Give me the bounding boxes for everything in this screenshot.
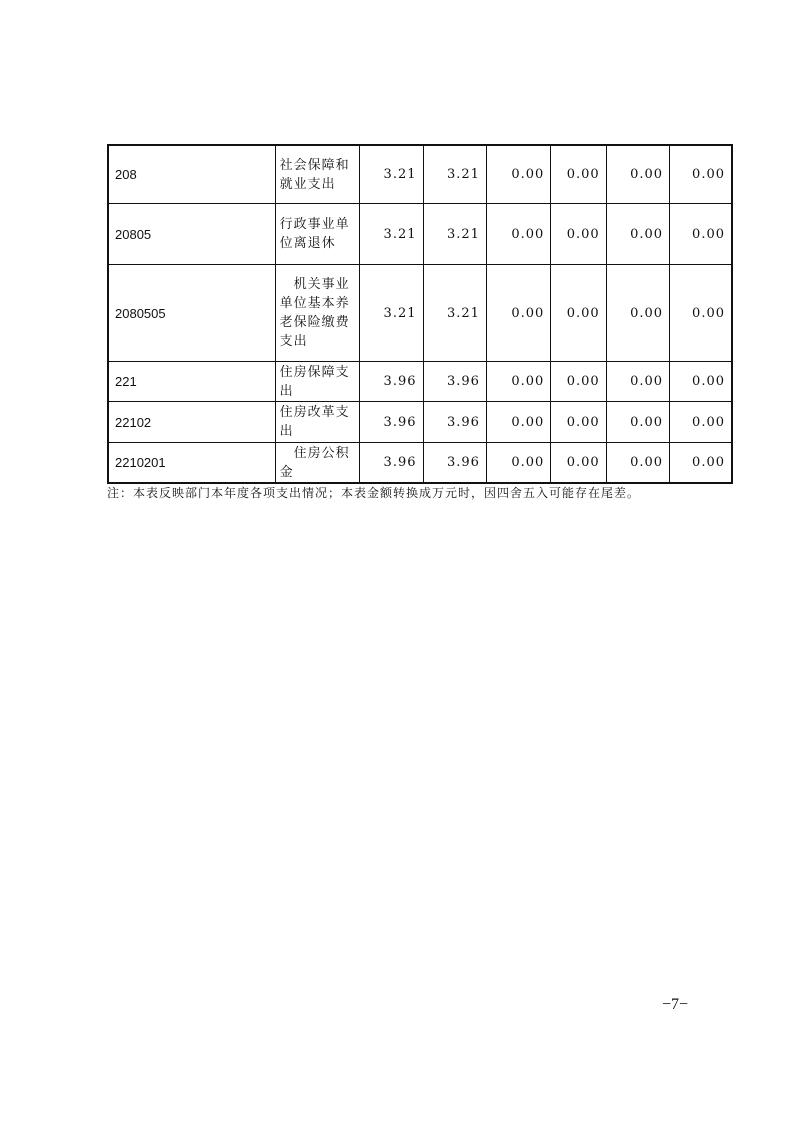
subject-name: 住房改革支出 xyxy=(275,402,360,443)
amount-cell: 3.96 xyxy=(423,362,486,402)
amount-cell: 0.00 xyxy=(486,443,550,484)
amount-cell: 3.21 xyxy=(360,204,423,265)
subject-code: 20805 xyxy=(108,204,275,265)
amount-cell: 0.00 xyxy=(670,145,732,204)
table-row xyxy=(108,402,732,443)
amount-cell: 0.00 xyxy=(670,362,732,402)
table-row xyxy=(108,265,732,362)
amount-cell: 0.00 xyxy=(670,402,732,443)
subject-name: 机关事业单位基本养老保险缴费支出 xyxy=(275,265,360,362)
amount-cell: 3.96 xyxy=(360,402,423,443)
amount-cell: 0.00 xyxy=(606,362,669,402)
amount-cell: 0.00 xyxy=(551,265,606,362)
table-row xyxy=(108,362,732,402)
amount-cell: 3.21 xyxy=(423,145,486,204)
amount-cell: 0.00 xyxy=(486,145,550,204)
amount-cell: 0.00 xyxy=(551,204,606,265)
amount-cell: 0.00 xyxy=(551,402,606,443)
amount-cell: 0.00 xyxy=(670,265,732,362)
amount-cell: 3.96 xyxy=(423,402,486,443)
amount-cell: 0.00 xyxy=(606,402,669,443)
subject-code: 22102 xyxy=(108,402,275,443)
amount-cell: 0.00 xyxy=(606,204,669,265)
subject-code: 208 xyxy=(108,145,275,204)
amount-cell: 3.96 xyxy=(423,443,486,484)
expense-table xyxy=(107,144,733,484)
amount-cell: 0.00 xyxy=(486,362,550,402)
subject-name: 住房公积金 xyxy=(275,443,360,484)
subject-code: 2210201 xyxy=(108,443,275,484)
amount-cell: 0.00 xyxy=(551,443,606,484)
amount-cell: 3.21 xyxy=(423,204,486,265)
amount-cell: 0.00 xyxy=(606,145,669,204)
amount-cell: 0.00 xyxy=(606,265,669,362)
amount-cell: 0.00 xyxy=(486,402,550,443)
amount-cell: 0.00 xyxy=(606,443,669,484)
subject-code: 221 xyxy=(108,362,275,402)
amount-cell: 0.00 xyxy=(551,362,606,402)
table-row xyxy=(108,145,732,204)
page-number: −7− xyxy=(662,996,689,1013)
amount-cell: 3.96 xyxy=(360,362,423,402)
subject-name: 行政事业单位离退休 xyxy=(275,204,360,265)
subject-name: 住房保障支出 xyxy=(275,362,360,402)
amount-cell: 0.00 xyxy=(670,443,732,484)
table-footnote: 注：本表反映部门本年度各项支出情况；本表金额转换成万元时，因四舍五入可能存在尾差。 xyxy=(107,486,641,500)
amount-cell: 3.96 xyxy=(360,443,423,484)
amount-cell: 3.21 xyxy=(360,145,423,204)
amount-cell: 3.21 xyxy=(423,265,486,362)
table-row xyxy=(108,204,732,265)
subject-code: 2080505 xyxy=(108,265,275,362)
amount-cell: 0.00 xyxy=(486,265,550,362)
amount-cell: 3.21 xyxy=(360,265,423,362)
amount-cell: 0.00 xyxy=(670,204,732,265)
amount-cell: 0.00 xyxy=(486,204,550,265)
table-row xyxy=(108,443,732,484)
subject-name: 社会保障和就业支出 xyxy=(275,145,360,204)
amount-cell: 0.00 xyxy=(551,145,606,204)
